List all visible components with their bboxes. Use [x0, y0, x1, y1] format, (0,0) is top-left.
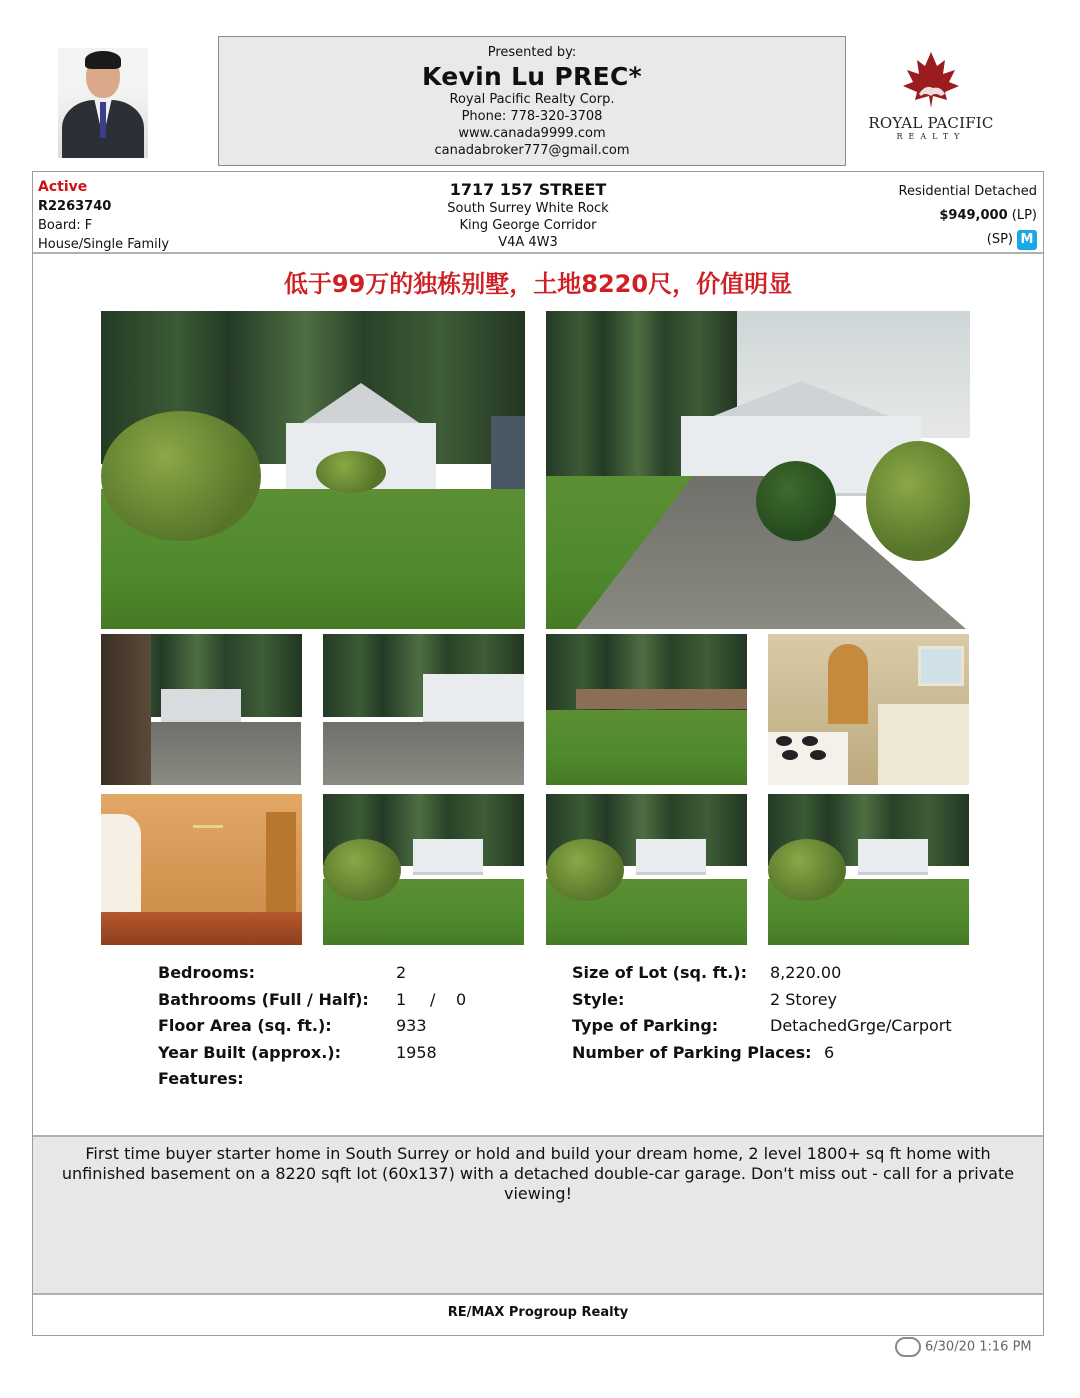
parking-places-label: Number of Parking Places: — [572, 1042, 812, 1062]
photo-kitchen[interactable] — [768, 634, 969, 785]
lot-size-value: 8,220.00 — [770, 963, 842, 982]
subarea-name: King George Corridor — [459, 218, 597, 233]
mls-number: R2263740 — [38, 199, 112, 214]
bathrooms-half-value: 0 — [456, 989, 467, 1009]
print-timestamp — [895, 1337, 1032, 1357]
bedrooms-value: 2 — [396, 963, 407, 982]
mls-badge-icon: M — [1017, 230, 1037, 250]
features-label: Features: — [158, 1069, 244, 1088]
agent-name: Kevin Lu PREC* — [422, 62, 642, 91]
photo-front-house-2[interactable] — [323, 794, 524, 945]
parking-type-value: DetachedGrge/Carport — [770, 1016, 952, 1035]
agent-company: Royal Pacific Realty Corp. — [449, 92, 615, 107]
presenter-box — [218, 36, 846, 166]
listing-category: Residential Detached — [898, 184, 1037, 199]
bathrooms-separator: / — [430, 989, 436, 1009]
chat-bubble-icon — [895, 1337, 921, 1357]
status-badge: Active — [38, 179, 88, 195]
agent-website[interactable]: www.canada9999.com — [458, 126, 606, 141]
photo-front-house-4[interactable] — [768, 794, 969, 945]
parking-type-label: Type of Parking: — [572, 1016, 719, 1035]
maple-lion-icon — [889, 50, 973, 112]
bathrooms-label: Bathrooms (Full / Half): — [158, 989, 369, 1009]
public-remarks: First time buyer starter home in South Surrey or hold and build your dream home, 2 level 1800+ sq ft home with unfinished basement on a 8220 sqft lot (60x137) with a detached double-car garage. Don't miss out - call for a private viewing! — [33, 1135, 1043, 1295]
bedrooms-label: Bedrooms: — [158, 963, 255, 982]
sold-price-label: (SP) — [986, 232, 1013, 247]
floor-area-label: Floor Area (sq. ft.): — [158, 1016, 332, 1035]
photo-yard-lawn[interactable] — [546, 634, 747, 785]
floor-area-value: 933 — [396, 1016, 427, 1035]
property-type: House/Single Family — [38, 237, 170, 252]
timestamp-text: 6/30/20 1:16 PM — [925, 1339, 1032, 1355]
price-suffix: (LP) — [1011, 208, 1037, 223]
listing-info-bar — [33, 172, 1043, 254]
photo-driveway[interactable] — [546, 311, 970, 629]
parking-places-value: 6 — [824, 1042, 835, 1062]
street-address: 1717 157 STREET — [449, 180, 607, 199]
listing-frame — [32, 171, 1044, 1336]
brokerage-logo — [866, 50, 996, 150]
board-label: Board: F — [38, 218, 93, 233]
logo-brand-text: ROYAL PACIFIC — [868, 114, 994, 132]
footer-brokerage: RE/MAX Progroup Realty — [447, 1305, 629, 1320]
chinese-headline: 低于99万的独栋别墅，土地8220尺，价值明显 — [283, 270, 793, 298]
year-built-label: Year Built (approx.): — [158, 1042, 342, 1062]
logo-sub-text: REALTY — [896, 132, 966, 141]
agent-phone: Phone: 778-320-3708 — [461, 109, 603, 124]
photo-garage[interactable] — [101, 634, 302, 785]
agent-email[interactable]: canadabroker777@gmail.com — [434, 143, 630, 158]
photo-dining-room[interactable] — [101, 794, 302, 945]
list-price: $949,000 — [939, 208, 1008, 223]
year-built-value: 1958 — [396, 1042, 437, 1062]
style-value: 2 Storey — [770, 989, 838, 1009]
agent-photo — [58, 48, 148, 158]
presented-by-label: Presented by: — [487, 45, 577, 60]
postal-code: V4A 4W3 — [498, 235, 558, 250]
style-label: Style: — [572, 989, 625, 1009]
lot-size-label: Size of Lot (sq. ft.): — [572, 963, 748, 982]
photo-front-house-3[interactable] — [546, 794, 747, 945]
bathrooms-full-value: 1 — [396, 989, 407, 1009]
photo-front-house[interactable] — [101, 311, 525, 629]
photo-backyard-house[interactable] — [323, 634, 524, 785]
area-name: South Surrey White Rock — [447, 201, 609, 216]
